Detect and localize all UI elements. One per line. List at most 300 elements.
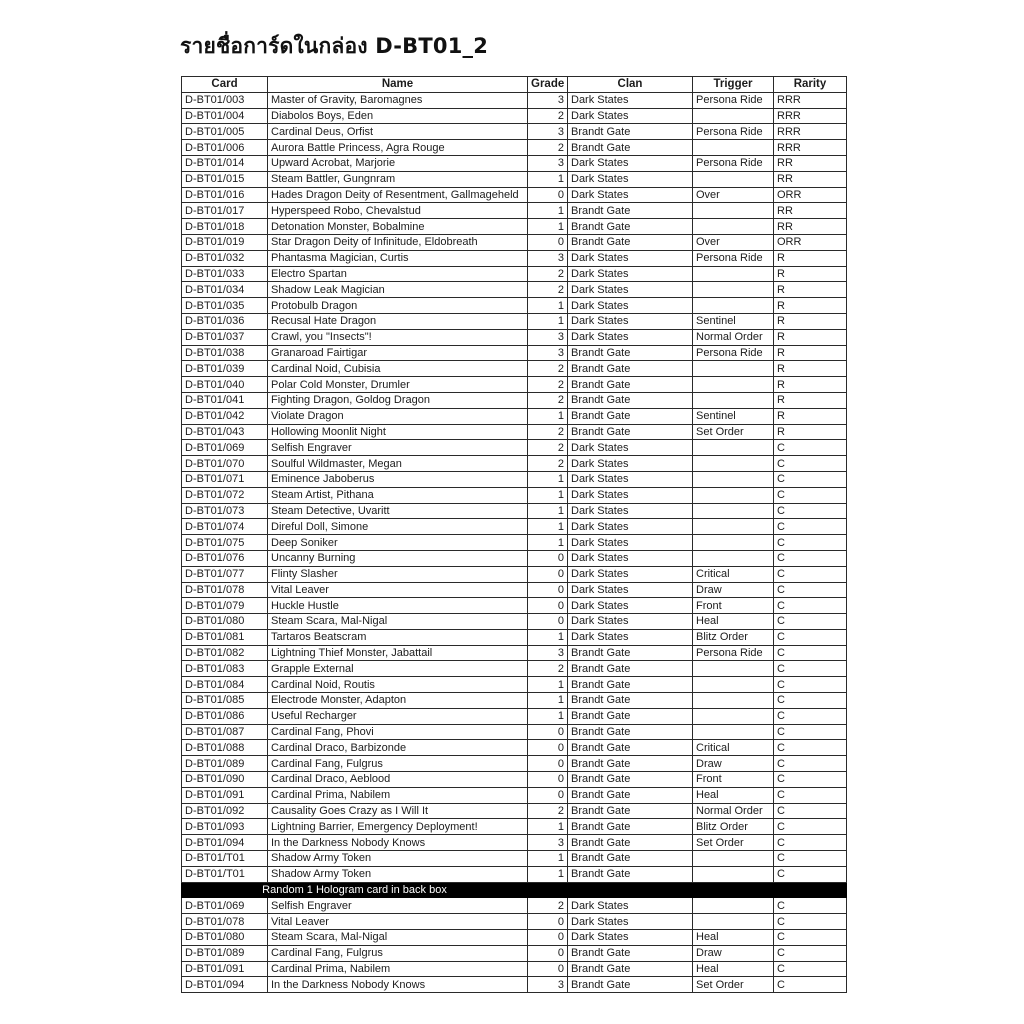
grade-cell: 3 xyxy=(528,92,568,108)
grade-cell: 2 xyxy=(528,282,568,298)
table-row xyxy=(182,803,847,819)
table-row xyxy=(182,92,847,108)
card-id-cell: D-BT01/043 xyxy=(182,424,268,440)
rarity-cell: C xyxy=(774,803,847,819)
table-row xyxy=(182,203,847,219)
clan-cell: Brandt Gate xyxy=(568,219,693,235)
rarity-cell: C xyxy=(774,898,847,914)
clan-cell: Dark States xyxy=(568,519,693,535)
clan-cell: Dark States xyxy=(568,898,693,914)
clan-cell: Dark States xyxy=(568,930,693,946)
table-row xyxy=(182,108,847,124)
table-row xyxy=(182,898,847,914)
table-row xyxy=(182,234,847,250)
grade-cell: 1 xyxy=(528,851,568,867)
grade-cell: 1 xyxy=(528,629,568,645)
card-name-cell: Tartaros Beatscram xyxy=(268,629,528,645)
grade-cell: 0 xyxy=(528,582,568,598)
table-row xyxy=(182,503,847,519)
clan-cell: Brandt Gate xyxy=(568,140,693,156)
table-row xyxy=(182,708,847,724)
clan-cell: Brandt Gate xyxy=(568,677,693,693)
grade-cell: 0 xyxy=(528,945,568,961)
clan-cell: Brandt Gate xyxy=(568,787,693,803)
card-name-cell: Hades Dragon Deity of Resentment, Gallmageheld xyxy=(268,187,528,203)
rarity-cell: R xyxy=(774,392,847,408)
card-id-cell: D-BT01/092 xyxy=(182,803,268,819)
clan-cell: Brandt Gate xyxy=(568,866,693,882)
card-id-cell: D-BT01/038 xyxy=(182,345,268,361)
table-row xyxy=(182,772,847,788)
trigger-cell: Blitz Order xyxy=(693,629,774,645)
grade-cell: 1 xyxy=(528,219,568,235)
card-name-cell: Crawl, you "Insects"! xyxy=(268,329,528,345)
card-name-cell: Huckle Hustle xyxy=(268,598,528,614)
rarity-cell: RRR xyxy=(774,140,847,156)
clan-cell: Dark States xyxy=(568,329,693,345)
grade-cell: 2 xyxy=(528,140,568,156)
card-name-cell: Steam Scara, Mal-Nigal xyxy=(268,930,528,946)
clan-cell: Brandt Gate xyxy=(568,124,693,140)
trigger-cell xyxy=(693,677,774,693)
card-id-cell: D-BT01/075 xyxy=(182,535,268,551)
table-row xyxy=(182,535,847,551)
table-row xyxy=(182,677,847,693)
clan-cell: Dark States xyxy=(568,503,693,519)
trigger-cell: Persona Ride xyxy=(693,645,774,661)
grade-cell: 2 xyxy=(528,392,568,408)
card-id-cell: D-BT01/084 xyxy=(182,677,268,693)
card-id-cell: D-BT01/082 xyxy=(182,645,268,661)
clan-cell: Brandt Gate xyxy=(568,661,693,677)
grade-cell: 1 xyxy=(528,866,568,882)
table-row xyxy=(182,377,847,393)
clan-cell: Dark States xyxy=(568,535,693,551)
rarity-cell: RR xyxy=(774,219,847,235)
table-row xyxy=(182,724,847,740)
trigger-cell: Sentinel xyxy=(693,408,774,424)
card-name-cell: Vital Leaver xyxy=(268,914,528,930)
hologram-banner-label: Random 1 Hologram card in back box xyxy=(182,882,528,898)
table-header xyxy=(182,77,847,93)
table-row xyxy=(182,629,847,645)
card-name-cell: Useful Recharger xyxy=(268,708,528,724)
header-name: Name xyxy=(268,77,528,93)
clan-cell: Dark States xyxy=(568,550,693,566)
clan-cell: Brandt Gate xyxy=(568,234,693,250)
grade-cell: 1 xyxy=(528,519,568,535)
trigger-cell xyxy=(693,724,774,740)
table-row xyxy=(182,693,847,709)
rarity-cell: C xyxy=(774,772,847,788)
grade-cell: 1 xyxy=(528,677,568,693)
table-row xyxy=(182,361,847,377)
table-row xyxy=(182,550,847,566)
rarity-cell: RRR xyxy=(774,108,847,124)
rarity-cell: C xyxy=(774,440,847,456)
card-name-cell: Electro Spartan xyxy=(268,266,528,282)
clan-cell: Dark States xyxy=(568,614,693,630)
card-name-cell: Hollowing Moonlit Night xyxy=(268,424,528,440)
rarity-cell: C xyxy=(774,487,847,503)
trigger-cell xyxy=(693,471,774,487)
clan-cell: Dark States xyxy=(568,250,693,266)
grade-cell: 0 xyxy=(528,566,568,582)
rarity-cell: C xyxy=(774,724,847,740)
clan-cell: Brandt Gate xyxy=(568,408,693,424)
clan-cell: Brandt Gate xyxy=(568,945,693,961)
card-name-cell: Causality Goes Crazy as I Will It xyxy=(268,803,528,819)
card-name-cell: Detonation Monster, Bobalmine xyxy=(268,219,528,235)
trigger-cell xyxy=(693,708,774,724)
card-name-cell: Shadow Army Token xyxy=(268,851,528,867)
grade-cell: 2 xyxy=(528,108,568,124)
table-row xyxy=(182,614,847,630)
card-name-cell: Diabolos Boys, Eden xyxy=(268,108,528,124)
grade-cell: 1 xyxy=(528,298,568,314)
grade-cell: 2 xyxy=(528,898,568,914)
rarity-cell: C xyxy=(774,550,847,566)
card-name-cell: Deep Soniker xyxy=(268,535,528,551)
card-name-cell: Star Dragon Deity of Infinitude, Eldobreath xyxy=(268,234,528,250)
card-name-cell: Grapple External xyxy=(268,661,528,677)
card-id-cell: D-BT01/016 xyxy=(182,187,268,203)
rarity-cell: C xyxy=(774,661,847,677)
card-id-cell: D-BT01/089 xyxy=(182,756,268,772)
rarity-cell: R xyxy=(774,266,847,282)
trigger-cell xyxy=(693,298,774,314)
grade-cell: 0 xyxy=(528,724,568,740)
trigger-cell: Persona Ride xyxy=(693,345,774,361)
trigger-cell xyxy=(693,898,774,914)
clan-cell: Dark States xyxy=(568,914,693,930)
rarity-cell: C xyxy=(774,866,847,882)
card-id-cell: D-BT01/003 xyxy=(182,92,268,108)
rarity-cell: R xyxy=(774,361,847,377)
rarity-cell: ORR xyxy=(774,234,847,250)
table-row xyxy=(182,155,847,171)
rarity-cell: C xyxy=(774,945,847,961)
rarity-cell: RRR xyxy=(774,92,847,108)
trigger-cell xyxy=(693,440,774,456)
table-row xyxy=(182,851,847,867)
card-id-cell: D-BT01/093 xyxy=(182,819,268,835)
card-id-cell: D-BT01/040 xyxy=(182,377,268,393)
trigger-cell xyxy=(693,503,774,519)
card-id-cell: D-BT01/077 xyxy=(182,566,268,582)
trigger-cell: Front xyxy=(693,772,774,788)
trigger-cell: Set Order xyxy=(693,977,774,993)
header-clan: Clan xyxy=(568,77,693,93)
hologram-banner-filler xyxy=(528,882,847,898)
trigger-cell: Set Order xyxy=(693,424,774,440)
grade-cell: 1 xyxy=(528,487,568,503)
card-id-cell: D-BT01/087 xyxy=(182,724,268,740)
clan-cell: Dark States xyxy=(568,566,693,582)
card-name-cell: In the Darkness Nobody Knows xyxy=(268,977,528,993)
table-row xyxy=(182,661,847,677)
trigger-cell: Draw xyxy=(693,582,774,598)
trigger-cell: Front xyxy=(693,598,774,614)
clan-cell: Brandt Gate xyxy=(568,961,693,977)
clan-cell: Dark States xyxy=(568,440,693,456)
card-name-cell: Master of Gravity, Baromagnes xyxy=(268,92,528,108)
header-trigger: Trigger xyxy=(693,77,774,93)
card-name-cell: Eminence Jaboberus xyxy=(268,471,528,487)
table-row xyxy=(182,866,847,882)
clan-cell: Brandt Gate xyxy=(568,377,693,393)
table-row xyxy=(182,440,847,456)
table-row xyxy=(182,645,847,661)
card-id-cell: D-BT01/090 xyxy=(182,772,268,788)
rarity-cell: C xyxy=(774,503,847,519)
card-name-cell: Selfish Engraver xyxy=(268,898,528,914)
card-id-cell: D-BT01/069 xyxy=(182,440,268,456)
grade-cell: 3 xyxy=(528,835,568,851)
card-id-cell: D-BT01/T01 xyxy=(182,866,268,882)
rarity-cell: C xyxy=(774,598,847,614)
trigger-cell: Persona Ride xyxy=(693,250,774,266)
clan-cell: Dark States xyxy=(568,187,693,203)
card-name-cell: Polar Cold Monster, Drumler xyxy=(268,377,528,393)
table-row xyxy=(182,945,847,961)
rarity-cell: RR xyxy=(774,171,847,187)
clan-cell: Dark States xyxy=(568,155,693,171)
clan-cell: Brandt Gate xyxy=(568,645,693,661)
trigger-cell: Normal Order xyxy=(693,329,774,345)
card-id-cell: D-BT01/083 xyxy=(182,661,268,677)
card-id-cell: D-BT01/T01 xyxy=(182,851,268,867)
rarity-cell: C xyxy=(774,629,847,645)
clan-cell: Brandt Gate xyxy=(568,740,693,756)
card-id-cell: D-BT01/074 xyxy=(182,519,268,535)
clan-cell: Dark States xyxy=(568,282,693,298)
trigger-cell: Sentinel xyxy=(693,313,774,329)
grade-cell: 0 xyxy=(528,772,568,788)
rarity-cell: C xyxy=(774,677,847,693)
card-name-cell: Cardinal Noid, Cubisia xyxy=(268,361,528,377)
rarity-cell: C xyxy=(774,471,847,487)
clan-cell: Brandt Gate xyxy=(568,977,693,993)
rarity-cell: C xyxy=(774,708,847,724)
table-row xyxy=(182,266,847,282)
rarity-cell: C xyxy=(774,819,847,835)
table-row xyxy=(182,566,847,582)
trigger-cell xyxy=(693,866,774,882)
clan-cell: Brandt Gate xyxy=(568,772,693,788)
clan-cell: Brandt Gate xyxy=(568,851,693,867)
table-row xyxy=(182,977,847,993)
clan-cell: Brandt Gate xyxy=(568,345,693,361)
trigger-cell xyxy=(693,266,774,282)
card-id-cell: D-BT01/004 xyxy=(182,108,268,124)
trigger-cell xyxy=(693,550,774,566)
hologram-banner-row xyxy=(182,882,847,898)
clan-cell: Dark States xyxy=(568,471,693,487)
card-id-cell: D-BT01/073 xyxy=(182,503,268,519)
card-id-cell: D-BT01/079 xyxy=(182,598,268,614)
card-id-cell: D-BT01/019 xyxy=(182,234,268,250)
grade-cell: 3 xyxy=(528,250,568,266)
grade-cell: 0 xyxy=(528,234,568,250)
card-name-cell: Upward Acrobat, Marjorie xyxy=(268,155,528,171)
card-id-cell: D-BT01/085 xyxy=(182,693,268,709)
grade-cell: 2 xyxy=(528,424,568,440)
table-row xyxy=(182,313,847,329)
table-row xyxy=(182,930,847,946)
card-id-cell: D-BT01/006 xyxy=(182,140,268,156)
card-table-body xyxy=(182,92,847,992)
rarity-cell: C xyxy=(774,787,847,803)
grade-cell: 1 xyxy=(528,708,568,724)
table-row xyxy=(182,219,847,235)
rarity-cell: C xyxy=(774,851,847,867)
card-id-cell: D-BT01/091 xyxy=(182,787,268,803)
card-id-cell: D-BT01/070 xyxy=(182,456,268,472)
grade-cell: 0 xyxy=(528,187,568,203)
rarity-cell: C xyxy=(774,961,847,977)
card-id-cell: D-BT01/035 xyxy=(182,298,268,314)
table-row xyxy=(182,250,847,266)
card-name-cell: Soulful Wildmaster, Megan xyxy=(268,456,528,472)
card-name-cell: Cardinal Fang, Fulgrus xyxy=(268,756,528,772)
card-id-cell: D-BT01/037 xyxy=(182,329,268,345)
rarity-cell: R xyxy=(774,250,847,266)
grade-cell: 0 xyxy=(528,787,568,803)
card-id-cell: D-BT01/081 xyxy=(182,629,268,645)
grade-cell: 1 xyxy=(528,503,568,519)
table-row xyxy=(182,329,847,345)
grade-cell: 3 xyxy=(528,645,568,661)
trigger-cell: Heal xyxy=(693,614,774,630)
card-id-cell: D-BT01/042 xyxy=(182,408,268,424)
rarity-cell: R xyxy=(774,424,847,440)
grade-cell: 2 xyxy=(528,456,568,472)
rarity-cell: C xyxy=(774,614,847,630)
clan-cell: Brandt Gate xyxy=(568,819,693,835)
table-row xyxy=(182,392,847,408)
card-id-cell: D-BT01/005 xyxy=(182,124,268,140)
trigger-cell: Over xyxy=(693,234,774,250)
card-name-cell: Phantasma Magician, Curtis xyxy=(268,250,528,266)
grade-cell: 1 xyxy=(528,203,568,219)
card-id-cell: D-BT01/041 xyxy=(182,392,268,408)
rarity-cell: C xyxy=(774,930,847,946)
trigger-cell xyxy=(693,203,774,219)
card-id-cell: D-BT01/071 xyxy=(182,471,268,487)
rarity-cell: C xyxy=(774,693,847,709)
card-name-cell: Cardinal Fang, Fulgrus xyxy=(268,945,528,961)
trigger-cell xyxy=(693,282,774,298)
card-list-table xyxy=(181,76,847,993)
trigger-cell xyxy=(693,219,774,235)
card-name-cell: Steam Scara, Mal-Nigal xyxy=(268,614,528,630)
table-row xyxy=(182,408,847,424)
grade-cell: 1 xyxy=(528,535,568,551)
card-id-cell: D-BT01/086 xyxy=(182,708,268,724)
trigger-cell: Critical xyxy=(693,566,774,582)
clan-cell: Brandt Gate xyxy=(568,693,693,709)
card-name-cell: Cardinal Draco, Barbizonde xyxy=(268,740,528,756)
card-id-cell: D-BT01/014 xyxy=(182,155,268,171)
table-row xyxy=(182,124,847,140)
trigger-cell: Heal xyxy=(693,961,774,977)
clan-cell: Dark States xyxy=(568,298,693,314)
trigger-cell xyxy=(693,693,774,709)
table-row xyxy=(182,756,847,772)
card-name-cell: Vital Leaver xyxy=(268,582,528,598)
table-row xyxy=(182,598,847,614)
rarity-cell: C xyxy=(774,740,847,756)
grade-cell: 2 xyxy=(528,440,568,456)
table-row xyxy=(182,819,847,835)
rarity-cell: ORR xyxy=(774,187,847,203)
card-name-cell: Violate Dragon xyxy=(268,408,528,424)
rarity-cell: C xyxy=(774,756,847,772)
clan-cell: Dark States xyxy=(568,487,693,503)
trigger-cell xyxy=(693,914,774,930)
table-row xyxy=(182,282,847,298)
rarity-cell: R xyxy=(774,345,847,361)
card-id-cell: D-BT01/078 xyxy=(182,914,268,930)
card-id-cell: D-BT01/033 xyxy=(182,266,268,282)
card-name-cell: Aurora Battle Princess, Agra Rouge xyxy=(268,140,528,156)
card-id-cell: D-BT01/089 xyxy=(182,945,268,961)
rarity-cell: C xyxy=(774,835,847,851)
trigger-cell xyxy=(693,519,774,535)
rarity-cell: C xyxy=(774,977,847,993)
card-name-cell: Cardinal Prima, Nabilem xyxy=(268,961,528,977)
grade-cell: 1 xyxy=(528,171,568,187)
table-row xyxy=(182,424,847,440)
clan-cell: Dark States xyxy=(568,456,693,472)
table-row xyxy=(182,961,847,977)
grade-cell: 1 xyxy=(528,313,568,329)
trigger-cell: Draw xyxy=(693,945,774,961)
card-id-cell: D-BT01/080 xyxy=(182,614,268,630)
clan-cell: Dark States xyxy=(568,108,693,124)
grade-cell: 3 xyxy=(528,124,568,140)
card-id-cell: D-BT01/072 xyxy=(182,487,268,503)
clan-cell: Brandt Gate xyxy=(568,424,693,440)
grade-cell: 0 xyxy=(528,550,568,566)
trigger-cell xyxy=(693,140,774,156)
card-id-cell: D-BT01/032 xyxy=(182,250,268,266)
clan-cell: Dark States xyxy=(568,92,693,108)
card-name-cell: Steam Artist, Pithana xyxy=(268,487,528,503)
grade-cell: 0 xyxy=(528,614,568,630)
clan-cell: Brandt Gate xyxy=(568,803,693,819)
header-row xyxy=(182,77,847,93)
grade-cell: 1 xyxy=(528,819,568,835)
rarity-cell: R xyxy=(774,377,847,393)
trigger-cell: Over xyxy=(693,187,774,203)
trigger-cell: Draw xyxy=(693,756,774,772)
card-name-cell: Lightning Thief Monster, Jabattail xyxy=(268,645,528,661)
grade-cell: 0 xyxy=(528,961,568,977)
rarity-cell: R xyxy=(774,298,847,314)
card-id-cell: D-BT01/015 xyxy=(182,171,268,187)
trigger-cell xyxy=(693,108,774,124)
grade-cell: 1 xyxy=(528,408,568,424)
table-row xyxy=(182,471,847,487)
grade-cell: 2 xyxy=(528,361,568,377)
clan-cell: Dark States xyxy=(568,266,693,282)
card-name-cell: In the Darkness Nobody Knows xyxy=(268,835,528,851)
trigger-cell: Blitz Order xyxy=(693,819,774,835)
header-card: Card xyxy=(182,77,268,93)
grade-cell: 3 xyxy=(528,329,568,345)
